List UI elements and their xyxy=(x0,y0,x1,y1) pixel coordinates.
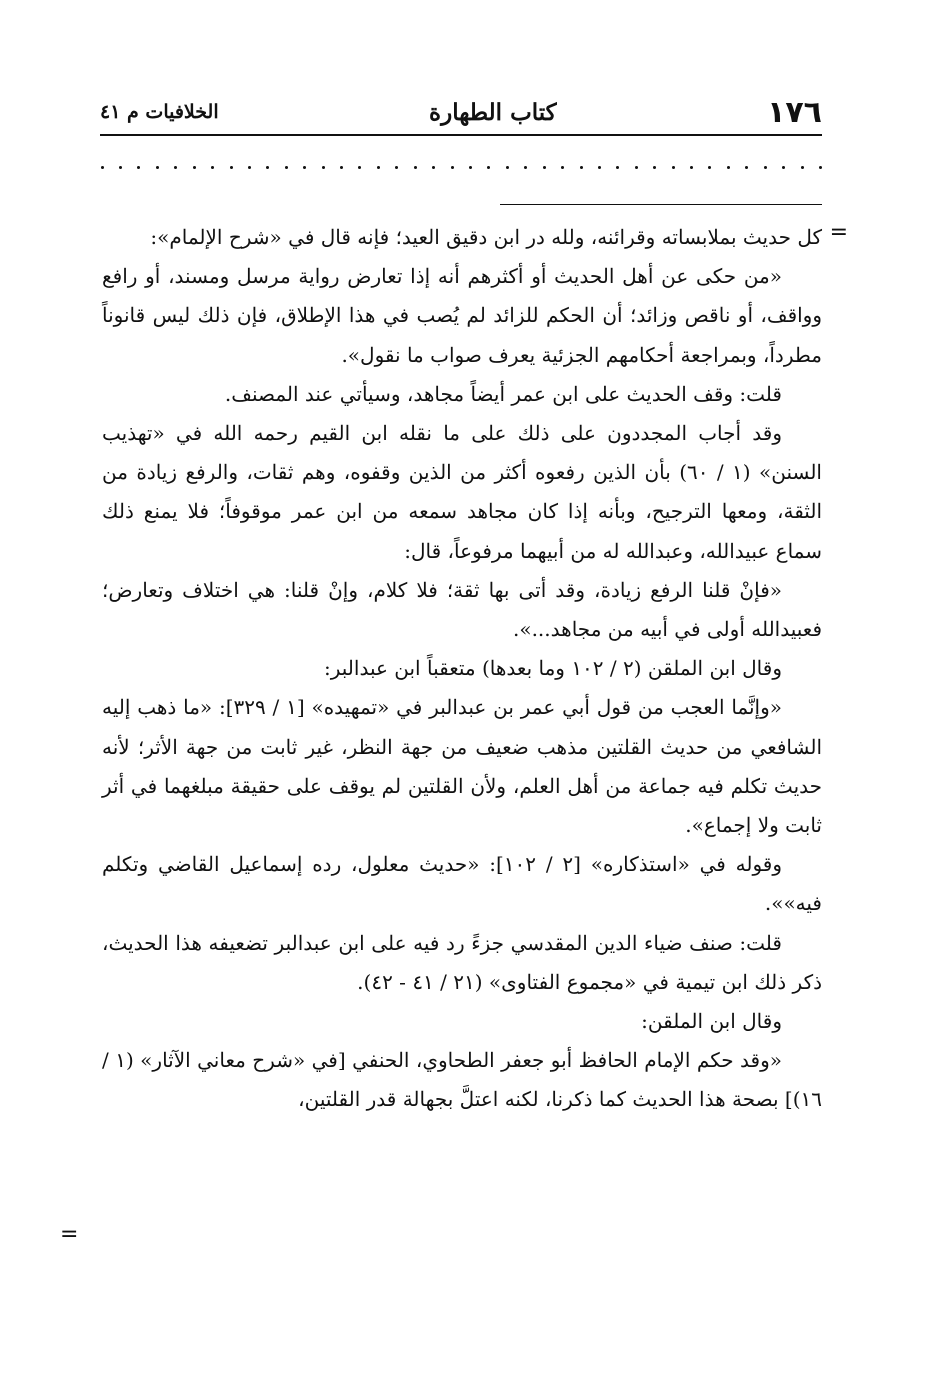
leader-dot xyxy=(727,166,730,169)
paragraph: وقوله في «استذكاره» [٢ / ١٠٢]: «حديث معلول، رده إسماعيل القاضي وتكلم فيه»». xyxy=(102,852,822,916)
leader-dot xyxy=(322,166,325,169)
page-number: ١٧٦ xyxy=(767,94,822,130)
leader-dot xyxy=(708,166,711,169)
leader-dot xyxy=(690,166,693,169)
leader-dot xyxy=(801,166,804,169)
leader-dot xyxy=(101,166,104,169)
paragraph: قلت: وقف الحديث على ابن عمر أيضاً مجاهد، وسيأتي عند المصنف. xyxy=(224,381,782,406)
continuation-marker-end: = xyxy=(60,1222,79,1247)
leader-dot xyxy=(745,166,748,169)
leader-dot xyxy=(635,166,638,169)
leader-dot xyxy=(156,166,159,169)
paragraph: «وإنَّما العجب من قول أبي عمر بن عبدالبر في «تمهيده» [١ / ٣٢٩]: «ما ذهب إليه الشافعي من حديث القلتين مذهب ضعيف من جهة النظر، غير ثابت من جهة الأثر؛ لأنه حديث تكلم فيه جماعة من أهل العلم، ولأن القلتين لم يوقف على حقيقة مبلغهما في أثر ثابت ولا إجماع». xyxy=(102,695,822,838)
leader-dot xyxy=(764,166,767,169)
footnote-body xyxy=(102,218,822,1120)
paragraph: وقال ابن الملقن: xyxy=(641,1009,782,1034)
leader-dot xyxy=(524,166,527,169)
leader-dot xyxy=(616,166,619,169)
leader-dot xyxy=(580,166,583,169)
leader-dot xyxy=(248,166,251,169)
leader-dot xyxy=(782,166,785,169)
leader-dot xyxy=(285,166,288,169)
leader-dot xyxy=(451,166,454,169)
leader-dot xyxy=(561,166,564,169)
leader-dot xyxy=(395,166,398,169)
leader-dot xyxy=(303,166,306,169)
leader-dot xyxy=(340,166,343,169)
leader-dot xyxy=(230,166,233,169)
leader-dot xyxy=(137,166,140,169)
continuation-marker-start: = xyxy=(829,220,848,245)
paragraph: وقد أجاب المجددون على ذلك على ما نقله ابن القيم رحمه الله في «تهذيب السنن» (١ / ٦٠) بأن الذين رفعوه أكثر من الذين وقفوه، وهم ثقات، والرفع زيادة من الثقة، ومعها الترجيح، وبأنه إذا كان مجاهد سمعه من ابن عمر موقوفاً؛ فلا يمنع ذلك سماع عبيدالله، وعبدالله له من أبيهما مرفوعاً، قال: xyxy=(102,421,822,563)
paragraph: «وقد حكم الإمام الحافظ أبو جعفر الطحاوي، الحنفي [في «شرح معاني الآثار» (١ / ١٦)] بصحة هذا الحديث كما ذكرنا، لكنه اعتلَّ بجهالة قدر القلتين، xyxy=(102,1048,822,1112)
book-title: كتاب الطهارة xyxy=(429,98,557,126)
leader-dot xyxy=(119,166,122,169)
paragraph: «فإنْ قلنا الرفع زيادة، وقد أتى بها ثقة؛ فلا كلام، وإنْ قلنا: هي اختلاف وتعارض؛ فعبيدالله أولى في أبيه من مجاهد...». xyxy=(102,577,822,642)
leader-dot xyxy=(543,166,546,169)
leader-dot xyxy=(193,166,196,169)
paragraph: قلت: صنف ضياء الدين المقدسي جزءً رد فيه على ابن عبدالبر تضعيفه هذا الحديث، ذكر ذلك ابن تيمية في «مجموع الفتاوى» (٢١ / ٤١ - ٤٢). xyxy=(102,930,822,994)
leader-dot xyxy=(506,166,509,169)
paragraph: «من حكى عن أهل الحديث أو أكثرهم أنه إذا تعارض رواية مرسل ومسند، أو رافع وواقف، أو ناقص وزائد؛ أن الحكم للزائد لم يُصب في هذا الإطلاق، فإن ذلك ليس قانوناً مطرداً، وبمراجعة أحكامهم الجزئية يعرف صواب ما نقول». xyxy=(102,264,822,367)
leader-dot xyxy=(414,166,417,169)
leader-dot xyxy=(266,166,269,169)
page-header xyxy=(100,92,822,132)
leader-dot xyxy=(211,166,214,169)
paragraph: وقال ابن الملقن (٢ / ١٠٢ وما بعدها) متعقباً ابن عبدالبر: xyxy=(323,656,782,681)
leader-dot xyxy=(377,166,380,169)
footnote-separator xyxy=(500,204,822,205)
header-rule xyxy=(100,134,822,136)
leader-dot xyxy=(358,166,361,169)
paragraph: كل حديث بملابساته وقرائنه، ولله در ابن دقيق العيد؛ فإنه قال في «شرح الإلمام»: xyxy=(150,225,822,249)
leader-dot xyxy=(672,166,675,169)
leader-dot xyxy=(653,166,656,169)
leader-dot xyxy=(469,166,472,169)
leader-dot xyxy=(487,166,490,169)
running-title: الخلافيات م ٤١ xyxy=(100,101,219,123)
leader-dot xyxy=(432,166,435,169)
dot-leader xyxy=(100,166,822,180)
leader-dot xyxy=(174,166,177,169)
leader-dot xyxy=(819,166,822,169)
leader-dot xyxy=(598,166,601,169)
